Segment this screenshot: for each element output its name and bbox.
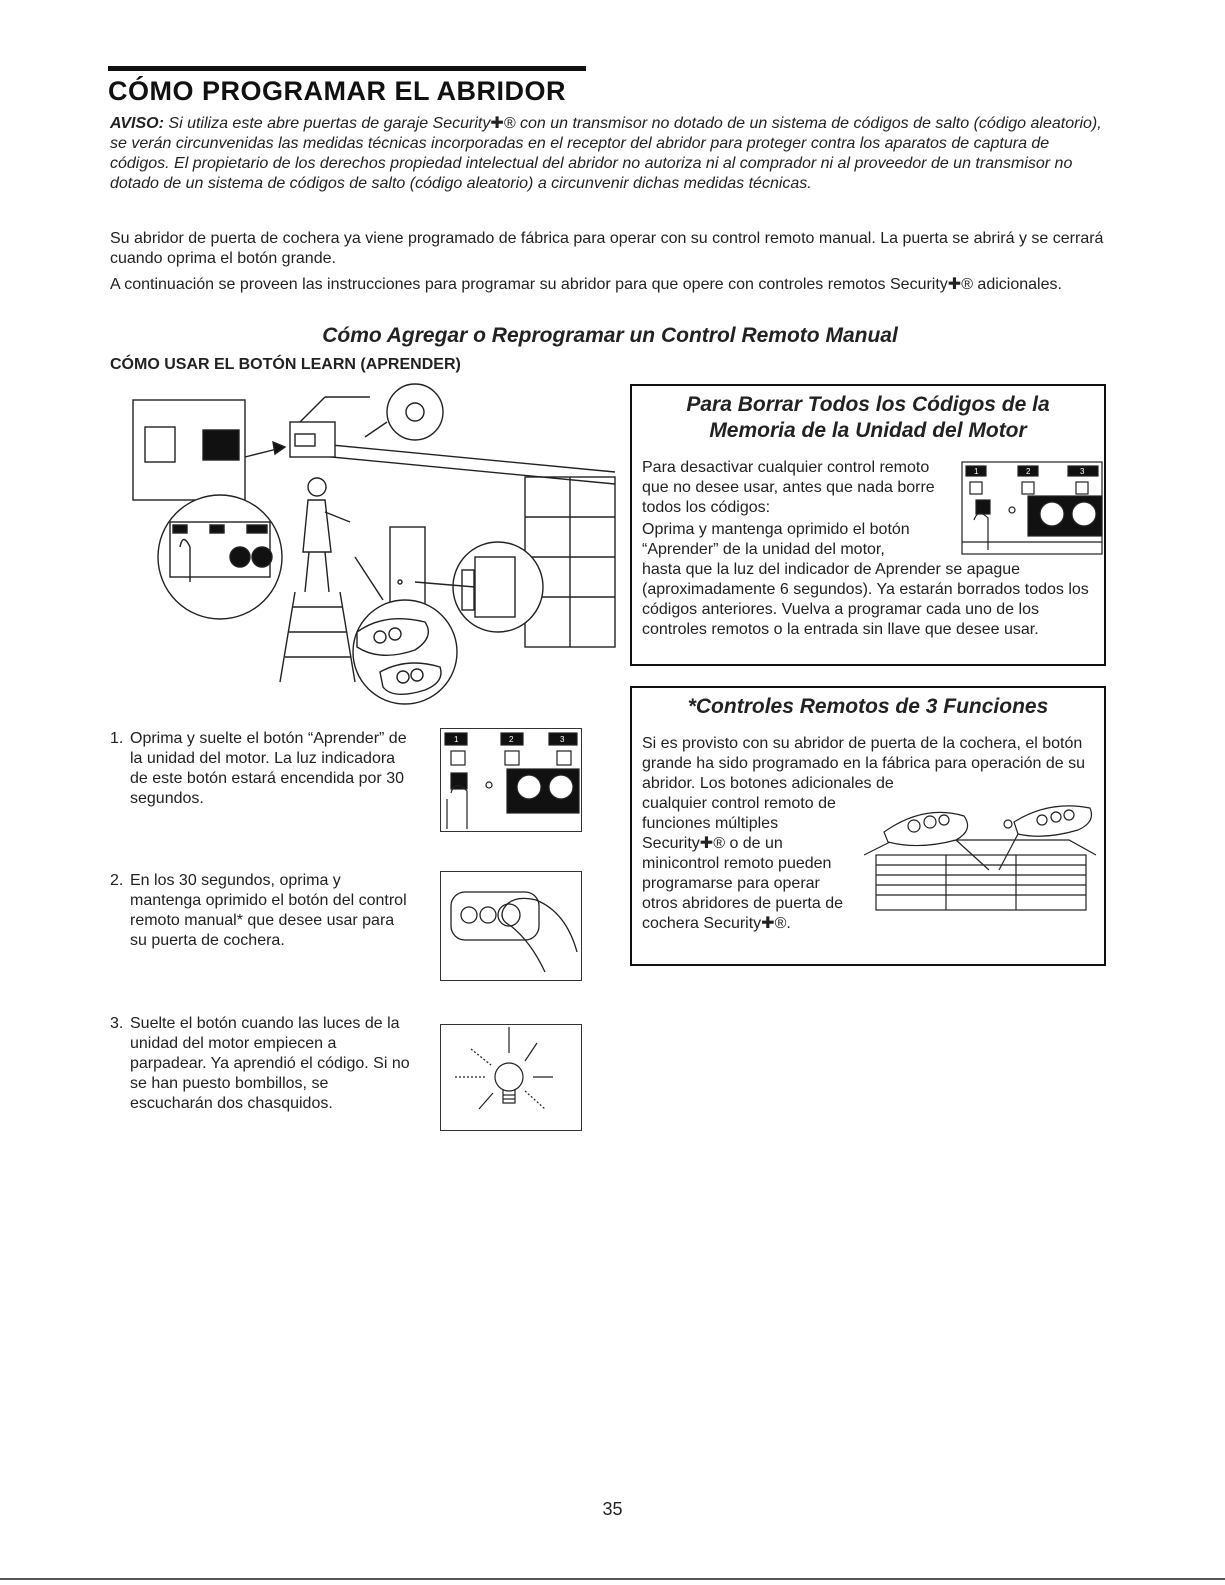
step-1-figure xyxy=(440,728,582,832)
erase-codes-box xyxy=(630,384,1106,666)
garage-illustration xyxy=(125,382,630,722)
aviso-label: AVISO: xyxy=(110,115,164,132)
panel-small-label-2: 2 xyxy=(1026,467,1031,476)
title-rule xyxy=(108,66,586,71)
step-1 xyxy=(110,729,410,809)
learn-button-panel-icon xyxy=(441,729,580,830)
intro-paragraph-1: Su abridor de puerta de cochera ya viene programado de fábrica para operar con su control remoto manual. La puerta se abrirá y se cerrará cuando oprima el botón grande. xyxy=(110,230,1104,267)
step-3 xyxy=(110,1014,410,1114)
remote-press-icon xyxy=(441,872,580,979)
page-number: 35 xyxy=(602,1499,623,1519)
step-3-text: Suelte el botón cuando las luces de la unidad del motor empiecen a parpadear. Ya aprendió el código. Si no se han puesto bombillos, se escucharán dos chasquidos. xyxy=(130,1015,410,1112)
aviso-text: Si utiliza este abre puertas de garaje Security✚® con un transmisor no dotado de un sistema de códigos de salto (código aleatorio), se verán circunvenidas las medidas técnicas incorporadas en el receptor del abridor para proteger contra los aparatos de captura de códigos. El propietario de los derechos propiedad intelectual del abridor no autoriza ni al comprador ni al proveedor de un transmisor no dotado de un sistema de códigos de salto (código aleatorio) a circunvenir dichas medidas técnicas. xyxy=(110,115,1102,192)
step-2-text: En los 30 segundos, oprima y mantenga oprimido el botón del control remoto manual* que desee usar para su puerta de cochera. xyxy=(130,872,407,949)
step-3-number: 3. xyxy=(110,1015,124,1032)
learn-button-panel-small xyxy=(960,460,1104,556)
page-title: CÓMO PROGRAMAR EL ABRIDOR xyxy=(108,76,566,106)
intro-paragraph-2: A continuación se proveen las instrucciones para programar su abridor para que opere con controles remotos Security✚® adicionales. xyxy=(110,276,1062,293)
panel-small-label-1: 1 xyxy=(974,467,979,476)
panel-label-3: 3 xyxy=(560,735,565,744)
step-1-number: 1. xyxy=(110,730,124,747)
erase-box-heading-line2: Memoria de la Unidad del Motor xyxy=(709,419,1027,442)
erase-box-heading-line1: Para Borrar Todos los Códigos de la xyxy=(686,393,1050,416)
aviso-notice xyxy=(110,114,1110,194)
step-2-number: 2. xyxy=(110,872,124,889)
step-2-figure xyxy=(440,871,582,981)
three-function-remotes-box xyxy=(630,686,1106,966)
bottom-rule xyxy=(0,1578,1225,1580)
panel-label-2: 2 xyxy=(509,735,514,744)
step-2 xyxy=(110,871,410,951)
section-heading: Cómo Agregar o Reprogramar un Control Remoto Manual xyxy=(322,324,898,347)
step-3-figure xyxy=(440,1024,582,1131)
garage-with-remotes-illustration xyxy=(864,800,1098,918)
three-function-heading: *Controles Remotos de 3 Funciones xyxy=(687,695,1049,718)
panel-label-1: 1 xyxy=(454,735,459,744)
three-function-paragraph-start: Si es provisto con su abridor de puerta de la cochera, el botón grande ha sido programado en la fábrica para operación de su abridor. Los botones adicionales de xyxy=(642,735,1085,792)
erase-box-paragraph-1: Para desactivar cualquier control remoto que no desee usar, antes que nada borre todos los códigos: xyxy=(642,459,935,516)
erase-box-paragraph-2-rest: hasta que la luz del indicador de Aprender se apague (aproximadamente 6 segundos). Ya estarán borrados todos los códigos anteriores. Vuelva a programar cada uno de los controles remotos o la entrada sin llave que desee usar. xyxy=(642,561,1089,638)
erase-box-paragraph-2-start: Oprima y mantenga oprimido el botón “Aprender” de la unidad del motor, xyxy=(642,521,910,558)
panel-small-label-3: 3 xyxy=(1080,467,1085,476)
three-function-paragraph-rest: cualquier control remoto de funciones múltiples Security✚® o de un minicontrol remoto pueden programarse para operar otros abridores de puerta de cochera Security✚®. xyxy=(642,795,844,932)
step-1-text: Oprima y suelte el botón “Aprender” de la unidad del motor. La luz indicadora de este botón estará encendida por 30 segundos. xyxy=(130,730,407,807)
subsection-heading: CÓMO USAR EL BOTÓN LEARN (APRENDER) xyxy=(110,356,461,373)
lightbulb-icon xyxy=(441,1025,580,1129)
